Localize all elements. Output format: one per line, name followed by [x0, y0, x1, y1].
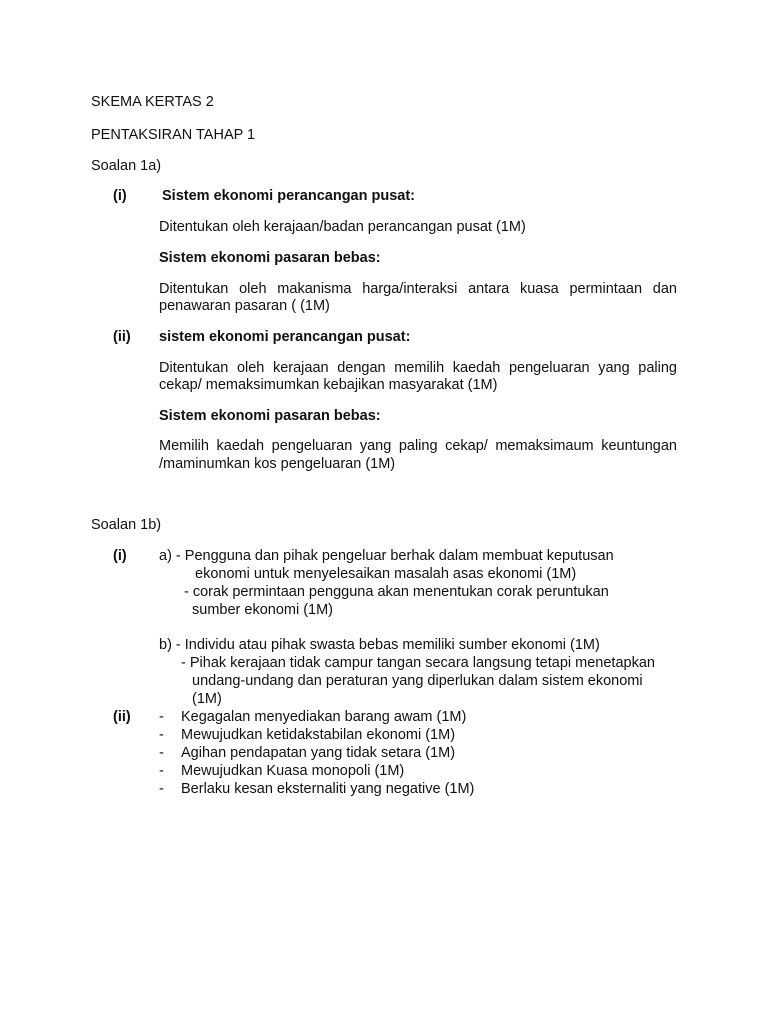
list-item: Kegagalan menyediakan barang awam (1M): [181, 709, 467, 725]
q1a-ii-answer-central-line2: cekap/ memaksimumkan kebajikan masyarakat (1M): [159, 377, 498, 393]
q1a-ii-answer-free-line2: /maminumkan kos pengeluaran (1M): [159, 456, 396, 472]
q1b-ii-number: (ii): [113, 709, 131, 725]
q1a-ii-heading-free: Sistem ekonomi pasaran bebas:: [159, 408, 381, 424]
document-subtitle: PENTAKSIRAN TAHAP 1: [91, 127, 256, 143]
list-item-dash: -: [159, 763, 164, 779]
q1b-i-b-line2: - Pihak kerajaan tidak campur tangan secara langsung tetapi menetapkan: [181, 655, 655, 671]
list-item: Mewujudkan ketidakstabilan ekonomi (1M): [181, 727, 456, 743]
list-item-dash: -: [159, 727, 164, 743]
q1b-i-number: (i): [113, 548, 127, 564]
question-1b-heading: Soalan 1b): [91, 517, 162, 533]
q1a-i-heading-free: Sistem ekonomi pasaran bebas:: [159, 250, 381, 266]
q1b-i-a-line3: - corak permintaan pengguna akan menentukan corak peruntukan: [184, 584, 609, 600]
q1a-i-heading-central: Sistem ekonomi perancangan pusat:: [162, 188, 416, 204]
q1b-i-b-line1: b) - Individu atau pihak swasta bebas memiliki sumber ekonomi (1M): [159, 637, 600, 653]
q1a-i-answer-central: Ditentukan oleh kerajaan/badan perancangan pusat (1M): [159, 219, 526, 235]
q1a-ii-answer-central-line1: Ditentukan oleh kerajaan dengan memilih kaedah pengeluaran yang paling: [159, 360, 677, 376]
q1a-i-answer-free-line2: penawaran pasaran ( (1M): [159, 298, 330, 314]
q1b-i-a-line2: ekonomi untuk menyelesaikan masalah asas ekonomi (1M): [195, 566, 577, 582]
q1b-i-a-line4: sumber ekonomi (1M): [192, 602, 334, 618]
q1a-ii-number: (ii): [113, 329, 131, 345]
question-1a-heading: Soalan 1a): [91, 158, 162, 174]
q1a-ii-heading-central: sistem ekonomi perancangan pusat:: [159, 329, 411, 345]
list-item: Mewujudkan Kuasa monopoli (1M): [181, 763, 405, 779]
list-item: Berlaku kesan eksternaliti yang negative (1M): [181, 781, 475, 797]
q1b-i-a-line1: a) - Pengguna dan pihak pengeluar berhak dalam membuat keputusan: [159, 548, 614, 564]
document-title: SKEMA KERTAS 2: [91, 94, 214, 110]
q1a-i-number: (i): [113, 188, 127, 204]
q1a-ii-answer-free-line1: Memilih kaedah pengeluaran yang paling cekap/ memaksimaum keuntungan: [159, 438, 677, 454]
q1a-i-answer-free-line1: Ditentukan oleh makanisma harga/interaksi antara kuasa permintaan dan: [159, 281, 677, 297]
list-item: Agihan pendapatan yang tidak setara (1M): [181, 745, 456, 761]
list-item-dash: -: [159, 709, 164, 725]
list-item-dash: -: [159, 781, 164, 797]
list-item-dash: -: [159, 745, 164, 761]
q1b-i-b-line4: (1M): [192, 691, 222, 707]
q1b-i-b-line3: undang-undang dan peraturan yang diperlukan dalam sistem ekonomi: [192, 673, 643, 689]
